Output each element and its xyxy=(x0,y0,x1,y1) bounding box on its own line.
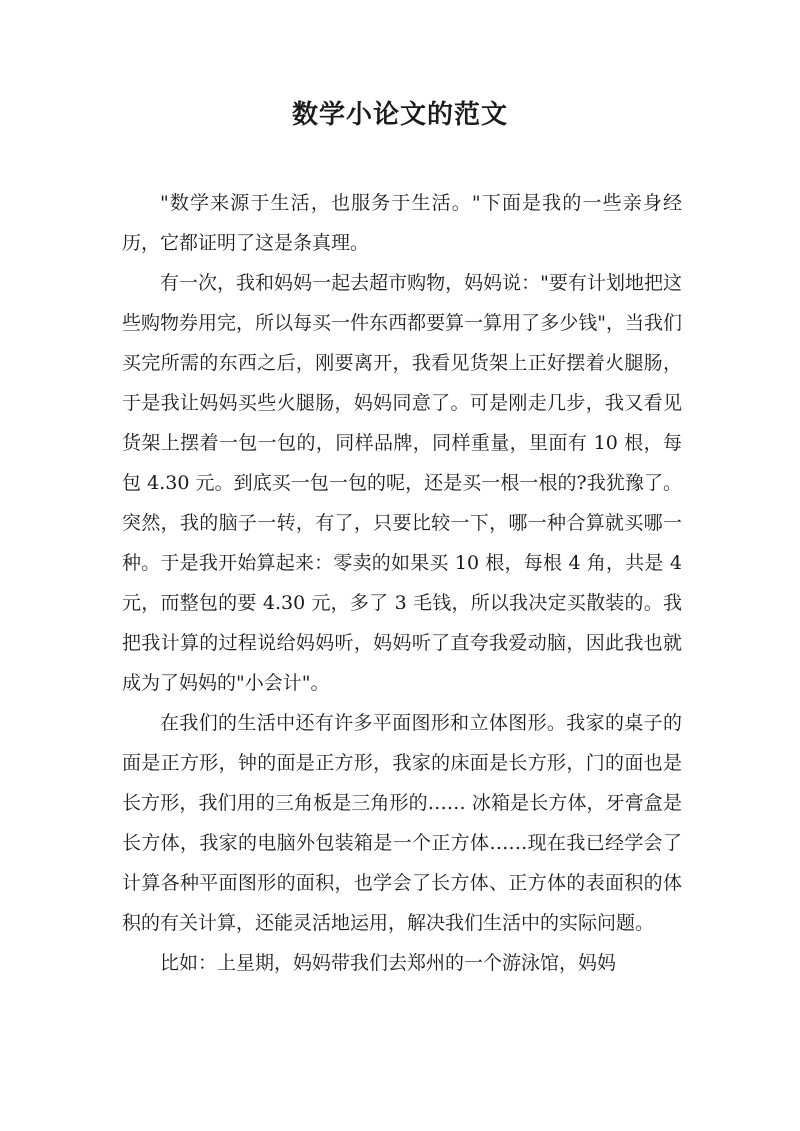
document-body xyxy=(122,183,682,983)
document-title: 数学小论文的范文 xyxy=(291,100,508,130)
paragraph-3: 在我们的生活中还有许多平面图形和立体图形。我家的桌子的面是正方形，钟的面是正方形，我家的床面是长方形，门的面也是长方形，我们用的三角板是三角形的…… 冰箱是长方体，牙膏盒是长方体，我家的电脑外包装箱是一个正方体……现在我已经学会了计算各种平面图形的面积，也学会了长方体、正方体的表面积的体积的有关计算，还能灵活地运用，解决我们生活中的实际问题。 xyxy=(122,712,682,934)
paragraph-2: 有一次，我和妈妈一起去超市购物，妈妈说："要有计划地把这些购物券用完，所以每买一件东西都要算一算用了多少钱"，当我们买完所需的东西之后，刚要离开，我看见货架上正好摆着火腿肠，于是我让妈妈买些火腿肠，妈妈同意了。可是刚走几步，我又看见货架上摆着一包一包的，同样品牌，同样重量，里面有 10 根，每包 4.30 元。到底买一包一包的呢，还是买一根一根的?我犹豫了。突然，我的脑子一转，有了，只要比较一下，哪一种合算就买哪一种。于是我开始算起来：零卖的如果买 10 根，每根 4 角，共是 4 元，而整包的要 4.30 元，多了 3 毛钱，所以我决定买散装的。我把我计算的过程说给妈妈听，妈妈听了直夸我爱动脑，因此我也就成为了妈妈的"小会计"。 xyxy=(122,272,682,694)
paragraph-4: 比如：上星期，妈妈带我们去郑州的一个游泳馆，妈妈 xyxy=(160,952,617,974)
paragraph-1: "数学来源于生活，也服务于生活。"下面是我的一些亲身经历，它都证明了这是条真理。 xyxy=(122,192,682,254)
